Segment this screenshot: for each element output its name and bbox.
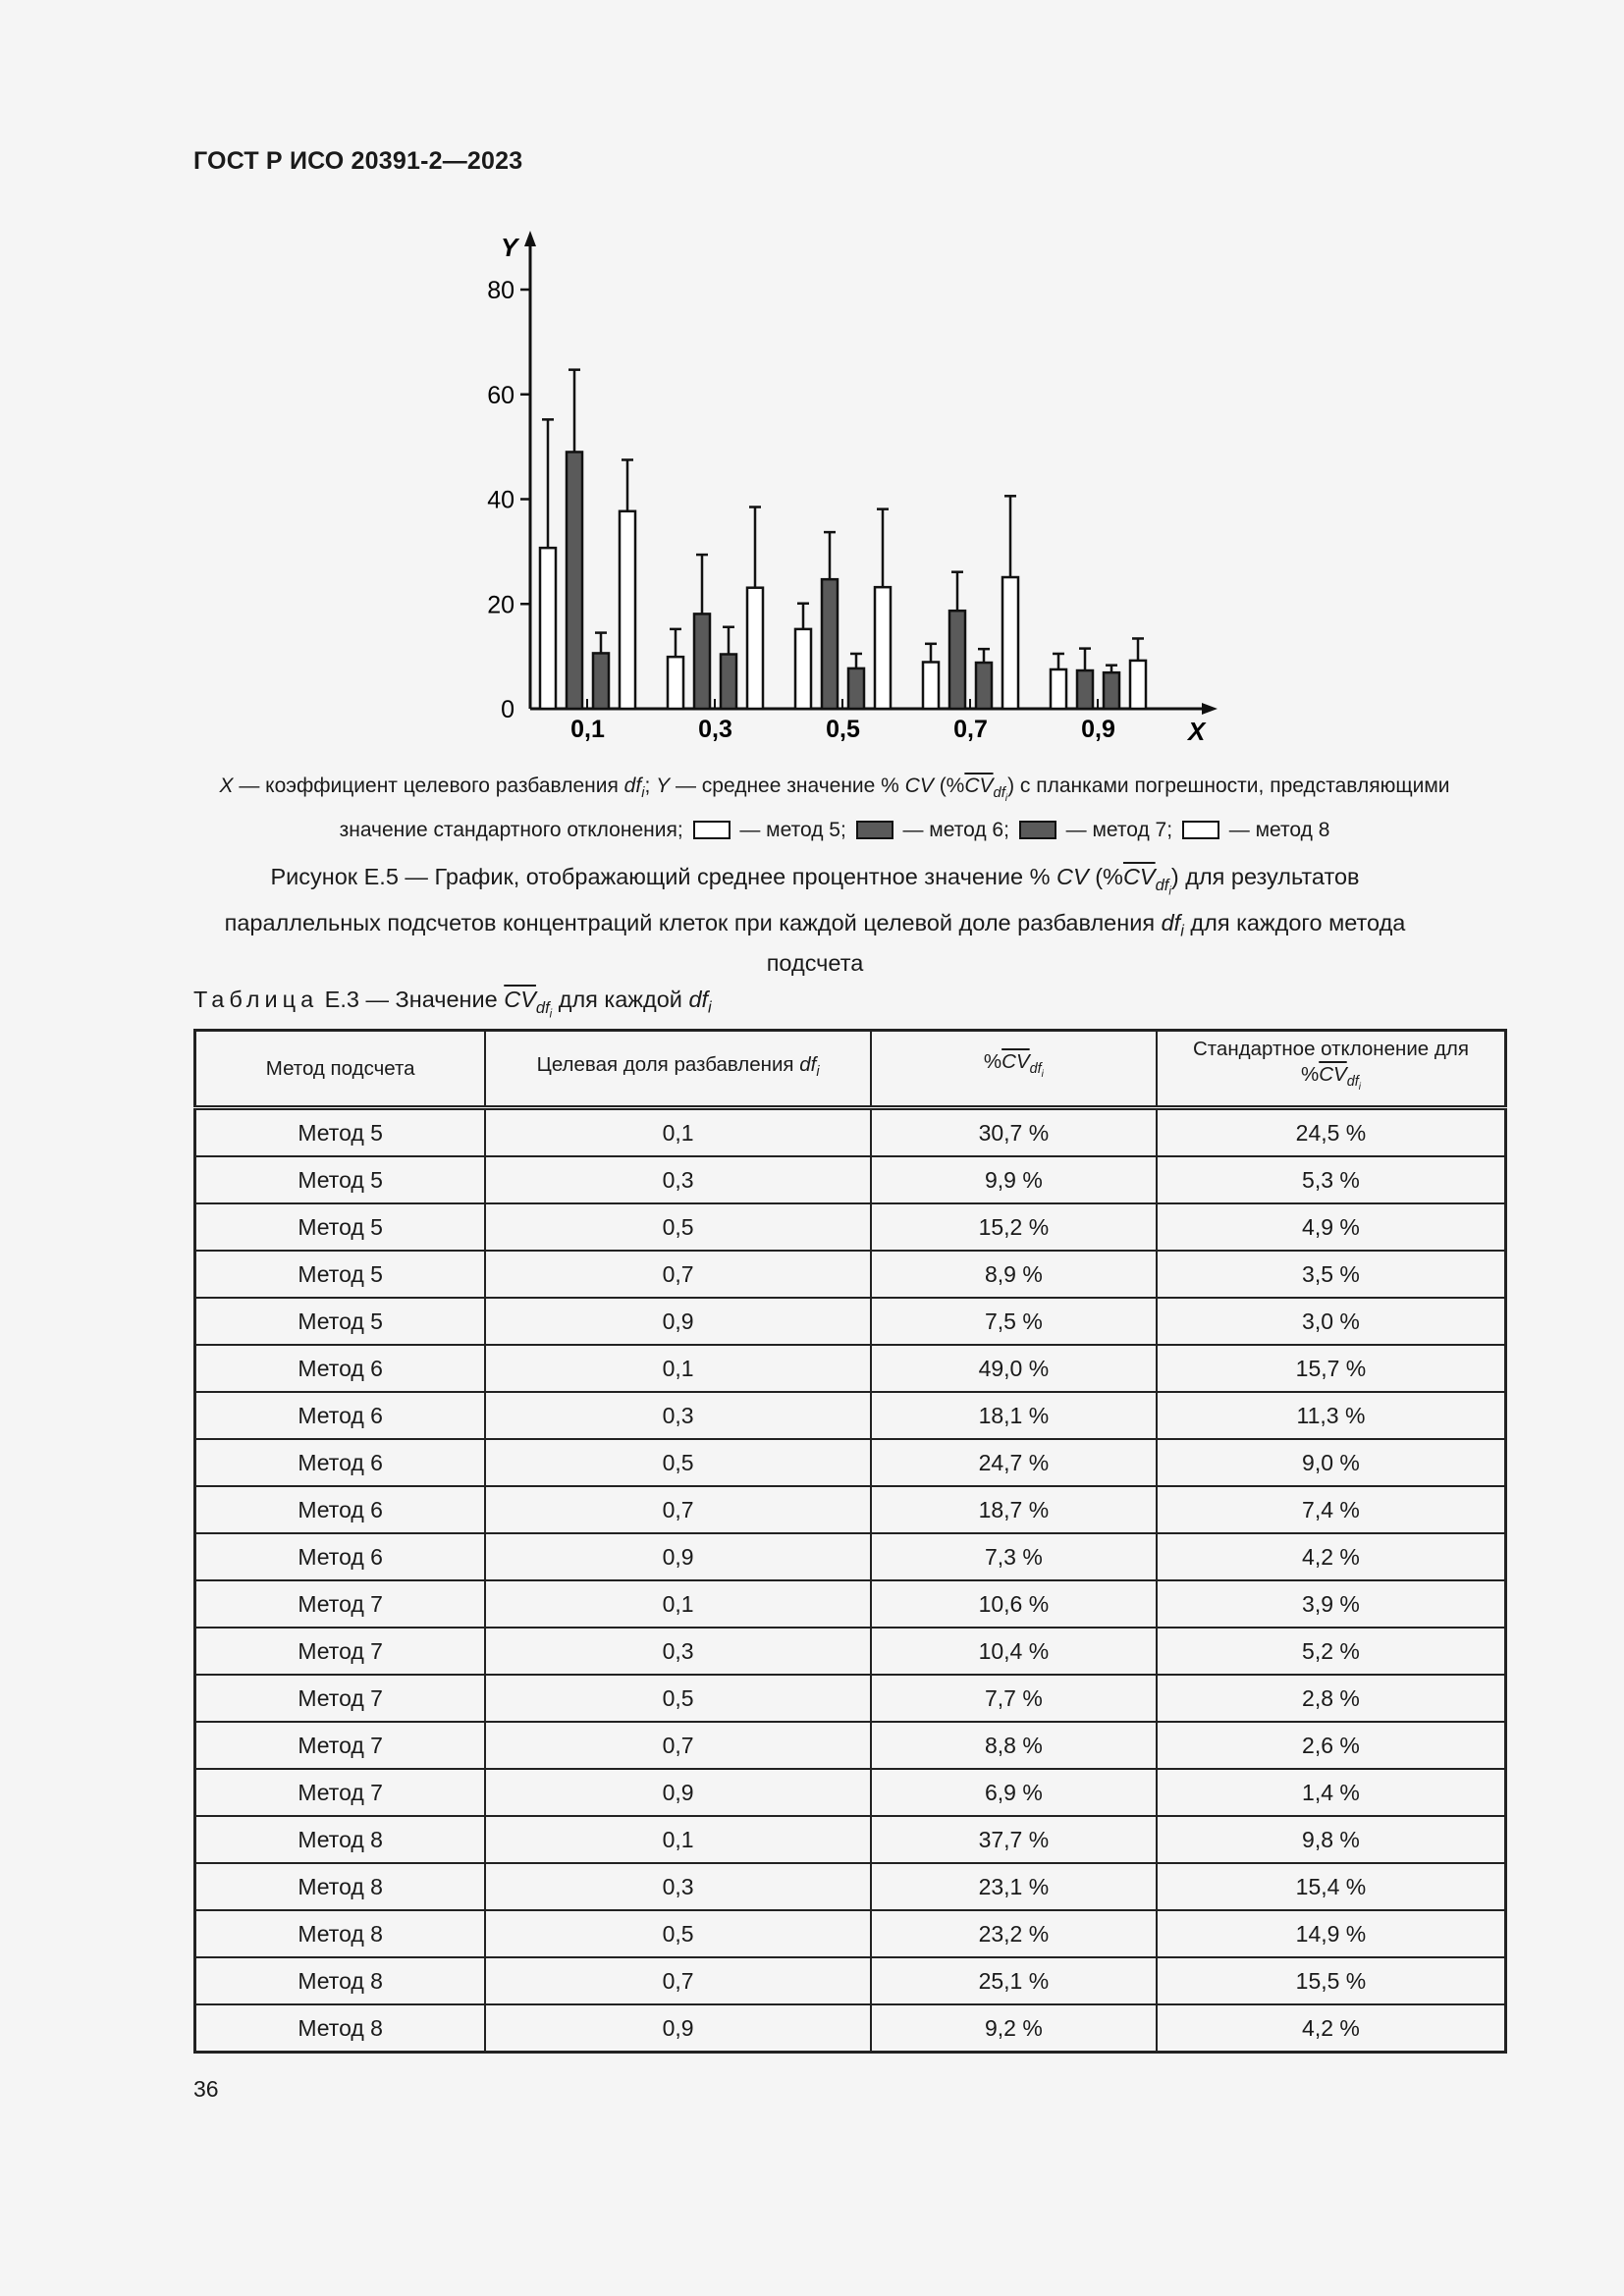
cell-method: Метод 7: [195, 1580, 486, 1628]
table-row: [195, 1628, 1506, 1675]
cell-fraction: 0,7: [485, 1957, 871, 2004]
cell-fraction: 0,1: [485, 1108, 871, 1157]
y-tick-label: 0: [501, 696, 514, 723]
cell-std: 2,6 %: [1157, 1722, 1506, 1769]
cell-std: 3,9 %: [1157, 1580, 1506, 1628]
table-row: [195, 2004, 1506, 2053]
cell-method: Метод 8: [195, 1957, 486, 2004]
y-tick-label: 60: [487, 381, 514, 409]
table-row: [195, 1203, 1506, 1251]
cell-std: 1,4 %: [1157, 1769, 1506, 1816]
cell-cv: 25,1 %: [871, 1957, 1157, 2004]
table-row: [195, 1533, 1506, 1580]
table-row: [195, 1156, 1506, 1203]
bar: [540, 548, 556, 709]
legend-label-method-6: — метод 6;: [896, 819, 1009, 842]
cell-fraction: 0,1: [485, 1580, 871, 1628]
cell-fraction: 0,3: [485, 1628, 871, 1675]
table-row: [195, 1675, 1506, 1722]
cell-fraction: 0,5: [485, 1675, 871, 1722]
cell-cv: 7,3 %: [871, 1533, 1157, 1580]
cell-cv: 7,7 %: [871, 1675, 1157, 1722]
cell-method: Метод 8: [195, 2004, 486, 2053]
bar-chart: [471, 221, 1237, 761]
cell-fraction: 0,5: [485, 1203, 871, 1251]
cell-cv: 49,0 %: [871, 1345, 1157, 1392]
table-row: [195, 1439, 1506, 1486]
cell-std: 5,3 %: [1157, 1156, 1506, 1203]
cell-std: 4,2 %: [1157, 2004, 1506, 2053]
cell-method: Метод 5: [195, 1298, 486, 1345]
cell-cv: 9,9 %: [871, 1156, 1157, 1203]
table-row: [195, 1957, 1506, 2004]
cell-fraction: 0,5: [485, 1439, 871, 1486]
bar: [875, 587, 891, 709]
x-tick-label: 0,7: [953, 716, 988, 743]
bar: [923, 662, 939, 709]
cell-method: Метод 7: [195, 1675, 486, 1722]
header-fraction: Целевая доля разбавления $df_i$: [485, 1031, 871, 1108]
header-cv: $\%\overline{CV}_{df_i}$: [871, 1031, 1157, 1108]
x-tick-label: 0,1: [570, 716, 605, 743]
cell-fraction: 0,7: [485, 1722, 871, 1769]
table-title: Таблица Е.3 — Значение $\overline{CV}_{df_i}$ для каждой $df_i$: [193, 987, 712, 1020]
cell-fraction: 0,1: [485, 1345, 871, 1392]
cell-cv: 6,9 %: [871, 1769, 1157, 1816]
legend-swatch-method-8: [1182, 821, 1219, 839]
cell-cv: 24,7 %: [871, 1439, 1157, 1486]
cell-cv: 37,7 %: [871, 1816, 1157, 1863]
table-row: [195, 1392, 1506, 1439]
document-header: ГОСТ Р ИСО 20391-2—2023: [193, 147, 523, 175]
cell-fraction: 0,3: [485, 1392, 871, 1439]
cell-method: Метод 6: [195, 1392, 486, 1439]
bar: [848, 668, 864, 709]
header-std: Стандартное отклонение для $\%\overline{CV}_{df_i}$: [1157, 1031, 1506, 1108]
cell-std: 15,7 %: [1157, 1345, 1506, 1392]
x-tick-label: 0,3: [698, 716, 732, 743]
cell-fraction: 0,9: [485, 1769, 871, 1816]
table-row: [195, 1863, 1506, 1910]
results-table: [193, 1029, 1507, 2054]
cell-method: Метод 5: [195, 1203, 486, 1251]
bar: [1077, 670, 1093, 709]
cell-method: Метод 7: [195, 1769, 486, 1816]
cell-cv: 8,9 %: [871, 1251, 1157, 1298]
cell-fraction: 0,1: [485, 1816, 871, 1863]
y-tick-label: 40: [487, 486, 514, 514]
cell-fraction: 0,9: [485, 1298, 871, 1345]
cell-method: Метод 5: [195, 1108, 486, 1157]
cell-method: Метод 5: [195, 1156, 486, 1203]
cell-cv: 10,6 %: [871, 1580, 1157, 1628]
cell-fraction: 0,9: [485, 2004, 871, 2053]
cell-method: Метод 8: [195, 1910, 486, 1957]
cell-fraction: 0,9: [485, 1533, 871, 1580]
table-row: [195, 1816, 1506, 1863]
cell-fraction: 0,3: [485, 1156, 871, 1203]
figure-caption: Рисунок Е.5 — График, отображающий среднее процентное значение % CV $(\%\overline{CV}_{df_i})$ для результатов параллельных подсчетов концентраций клеток при каждой целевой доле разбавления $df_i$ для каждого метода подсчета: [224, 864, 1406, 976]
bar: [1104, 672, 1119, 709]
legend-swatch-method-5: [693, 821, 731, 839]
legend-swatch-method-6: [856, 821, 893, 839]
cell-method: Метод 8: [195, 1863, 486, 1910]
cell-method: Метод 5: [195, 1251, 486, 1298]
x-tick-label: 0,5: [826, 716, 860, 743]
header-method: Метод подсчета: [195, 1031, 486, 1108]
cell-method: Метод 6: [195, 1533, 486, 1580]
y-tick-label: 20: [487, 591, 514, 619]
bar: [668, 657, 683, 709]
cell-std: 4,2 %: [1157, 1533, 1506, 1580]
cell-std: 11,3 %: [1157, 1392, 1506, 1439]
bar: [795, 629, 811, 709]
cell-std: 2,8 %: [1157, 1675, 1506, 1722]
bar: [822, 579, 838, 709]
cell-std: 14,9 %: [1157, 1910, 1506, 1957]
table-row: [195, 1108, 1506, 1157]
x-axis-arrow: [1202, 703, 1218, 715]
cell-std: 15,4 %: [1157, 1863, 1506, 1910]
cell-std: 4,9 %: [1157, 1203, 1506, 1251]
legend-label-method-7: — метод 7;: [1059, 819, 1173, 842]
cell-std: 15,5 %: [1157, 1957, 1506, 2004]
legend-swatch-method-7: [1019, 821, 1056, 839]
bar: [567, 452, 582, 709]
bar: [976, 663, 992, 709]
cell-method: Метод 6: [195, 1486, 486, 1533]
bar: [949, 611, 965, 709]
cell-std: 5,2 %: [1157, 1628, 1506, 1675]
cell-fraction: 0,3: [485, 1863, 871, 1910]
bar: [694, 614, 710, 709]
cell-method: Метод 8: [195, 1816, 486, 1863]
cell-fraction: 0,7: [485, 1486, 871, 1533]
table-row: [195, 1251, 1506, 1298]
table-row: [195, 1910, 1506, 1957]
table-header-row: [195, 1031, 1506, 1108]
table-row: [195, 1486, 1506, 1533]
cell-cv: 10,4 %: [871, 1628, 1157, 1675]
cell-cv: 23,1 %: [871, 1863, 1157, 1910]
bar: [747, 588, 763, 709]
y-axis-arrow: [524, 231, 536, 246]
table-row: [195, 1722, 1506, 1769]
table-row: [195, 1580, 1506, 1628]
table-row: [195, 1298, 1506, 1345]
cell-cv: 15,2 %: [871, 1203, 1157, 1251]
cell-std: 9,8 %: [1157, 1816, 1506, 1863]
bar: [620, 511, 635, 709]
cell-std: 3,0 %: [1157, 1298, 1506, 1345]
y-axis-label: Y: [501, 233, 518, 262]
cell-method: Метод 6: [195, 1439, 486, 1486]
legend-label-method-8: — метод 8: [1222, 819, 1330, 842]
cell-cv: 18,7 %: [871, 1486, 1157, 1533]
cell-cv: 9,2 %: [871, 2004, 1157, 2053]
cell-cv: 18,1 %: [871, 1392, 1157, 1439]
cell-cv: 8,8 %: [871, 1722, 1157, 1769]
bar: [1002, 577, 1018, 709]
cell-fraction: 0,5: [485, 1910, 871, 1957]
x-axis-label: X: [1188, 717, 1206, 746]
bar: [1130, 661, 1146, 709]
bar: [593, 653, 609, 709]
bar: [1051, 669, 1066, 709]
cell-method: Метод 6: [195, 1345, 486, 1392]
table-row: [195, 1769, 1506, 1816]
x-tick-label: 0,9: [1081, 716, 1115, 743]
cell-std: 7,4 %: [1157, 1486, 1506, 1533]
cell-std: 9,0 %: [1157, 1439, 1506, 1486]
page-number: 36: [193, 2076, 219, 2102]
cell-std: 24,5 %: [1157, 1108, 1506, 1157]
cell-method: Метод 7: [195, 1628, 486, 1675]
cell-cv: 23,2 %: [871, 1910, 1157, 1957]
legend-label-method-5: — метод 5;: [733, 819, 846, 842]
cell-cv: 7,5 %: [871, 1298, 1157, 1345]
table-row: [195, 1345, 1506, 1392]
y-tick-label: 80: [487, 277, 514, 304]
figure-legend: X — коэффициент целевого разбавления $df_i$; Y — среднее значение % CV $(\%\overline{CV}_{df_i})$ с планками погрешности, представляющими значение стандартного отклонения; — метод 5; — метод 6; — метод 7; — метод 8: [219, 774, 1450, 842]
cell-cv: 30,7 %: [871, 1108, 1157, 1157]
cell-fraction: 0,7: [485, 1251, 871, 1298]
cell-method: Метод 7: [195, 1722, 486, 1769]
cell-std: 3,5 %: [1157, 1251, 1506, 1298]
bar: [721, 654, 736, 709]
